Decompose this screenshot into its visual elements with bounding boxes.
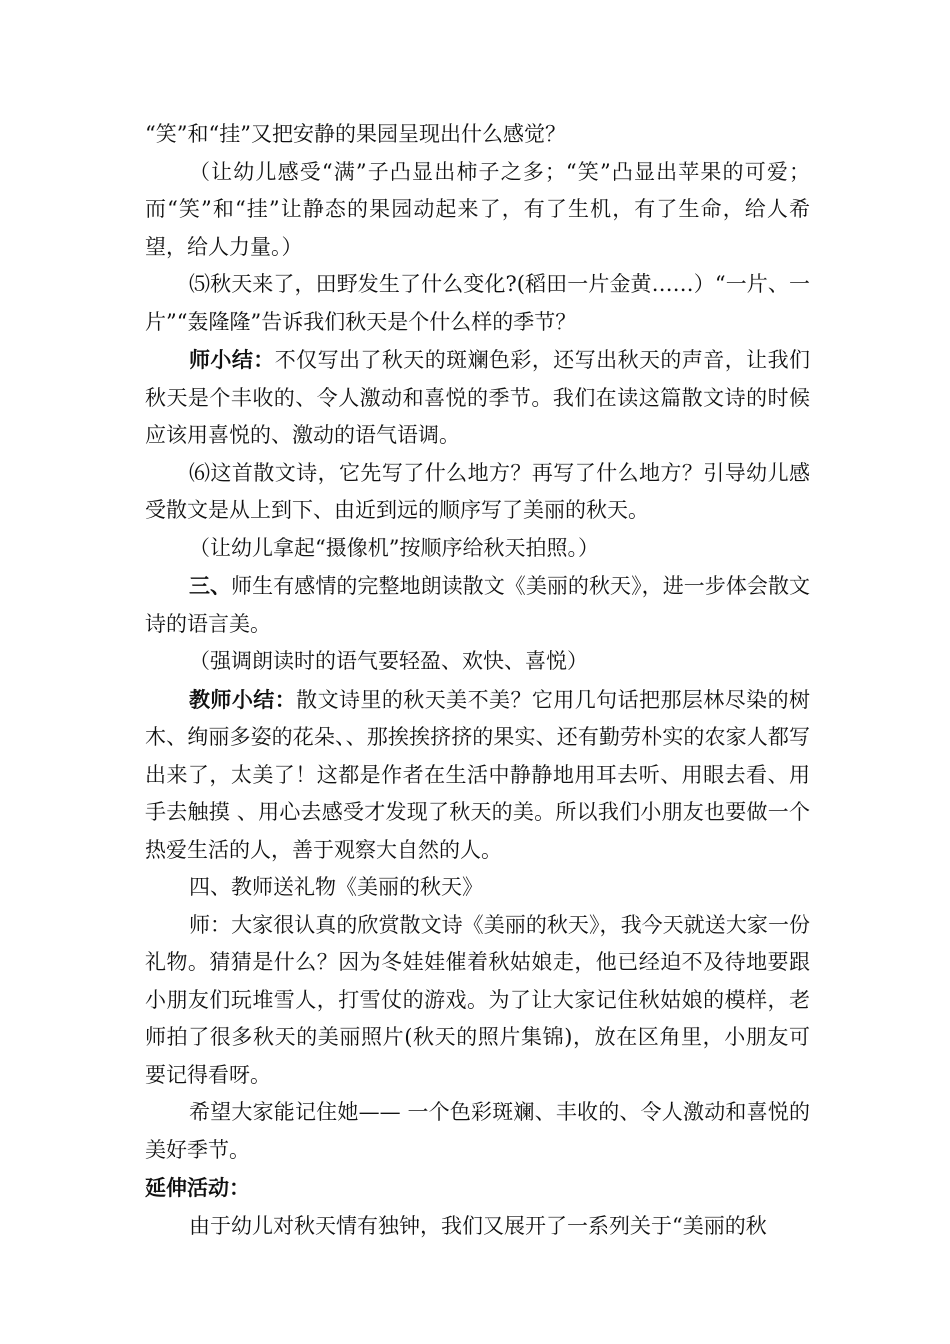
- paragraph-14: [145, 1208, 810, 1246]
- paragraph-text: （让幼儿感受“满”子凸显出柿子之多；“笑”凸显出苹果的可爱；而“笑”和“挂”让静态的果园动起来了，有了生机，有了生命，给人希望，给人力量。）: [145, 159, 810, 259]
- paragraph-text: 希望大家能记住她—— 一个色彩斑斓、丰收的、令人激动和喜悦的美好季节。: [145, 1100, 810, 1162]
- paragraph-text: 师生有感情的完整地朗读散文《美丽的秋天》，进一步体会散文诗的语言美。: [145, 574, 811, 636]
- paragraph-text: ⑸秋天来了，田野发生了什么变化?(稻田一片金黄……）“一片、一片”“轰隆隆”告诉我们秋天是个什么样的季节？: [145, 272, 810, 334]
- paragraph-12: [145, 1094, 810, 1169]
- paragraph-text: 不仅写出了秋天的斑斓色彩，还写出秋天的声音，让我们秋天是个丰收的、令人激动和喜悦的季节。我们在读这篇散文诗的时候应该用喜悦的、激动的语气语调。: [145, 348, 811, 447]
- paragraph-8: [145, 643, 810, 681]
- paragraph-label: 三、: [189, 573, 232, 598]
- paragraph-4: [145, 341, 810, 455]
- paragraph-text: 散文诗里的秋天美不美？它用几句话把那层林尽染的树木、绚丽多姿的花朵、、那挨挨挤挤的果实、还有勤劳朴实的农家人都写出来了，太美了！这都是作者在生活中静静地用耳去听、用眼去看、用手去触摸 、用心去感受才发现了秋天的美。所以我们小朋友也要做一个热爱生活的人，善于观察大自然的人。: [145, 687, 811, 862]
- paragraph-3: [145, 266, 810, 341]
- paragraph-label: 教师小结：: [189, 686, 297, 712]
- paragraph-text: 师：大家很认真的欣赏散文诗《美丽的秋天》，我今天就送大家一份礼物。猜猜是什么？因为冬娃娃催着秋姑娘走，他已经迫不及待地要跟小朋友们玩堆雪人，打雪仗的游戏。为了让大家记住秋姑娘的模样，老师拍了很多秋天的美丽照片(秋天的照片集锦)，放在区角里，小朋友可要记得看呀。: [145, 912, 810, 1087]
- paragraph-text: 四、教师送礼物《美丽的秋天》: [189, 875, 483, 899]
- section-heading-extension: [145, 1169, 810, 1208]
- paragraph-1: [145, 116, 810, 154]
- paragraph-10: [145, 869, 810, 907]
- paragraph-text: 由于幼儿对秋天情有独钟，我们又展开了一系列关于“美丽的秋: [189, 1213, 767, 1238]
- paragraph-label: 延伸活动：: [145, 1175, 250, 1200]
- paragraph-6: [145, 530, 810, 568]
- paragraph-text: （让幼儿拿起“摄像机”按顺序给秋天拍照。）: [189, 535, 599, 560]
- paragraph-text: （强调朗读时的语气要轻盈、欢快、喜悦）: [189, 649, 588, 673]
- paragraph-11: [145, 907, 810, 1095]
- paragraph-5: [145, 455, 810, 530]
- paragraph-text: “笑”和“挂”又把安静的果园呈现出什么感觉？: [145, 122, 566, 146]
- paragraph-text: ⑹这首散文诗，它先写了什么地方？再写了什么地方？引导幼儿感受散文是从上到下、由近到远的顺序写了美丽的秋天。: [145, 460, 810, 522]
- paragraph-7: [145, 567, 810, 643]
- paragraph-label: 师小结：: [189, 347, 275, 372]
- paragraph-2: [145, 154, 810, 267]
- paragraph-9: [145, 681, 810, 870]
